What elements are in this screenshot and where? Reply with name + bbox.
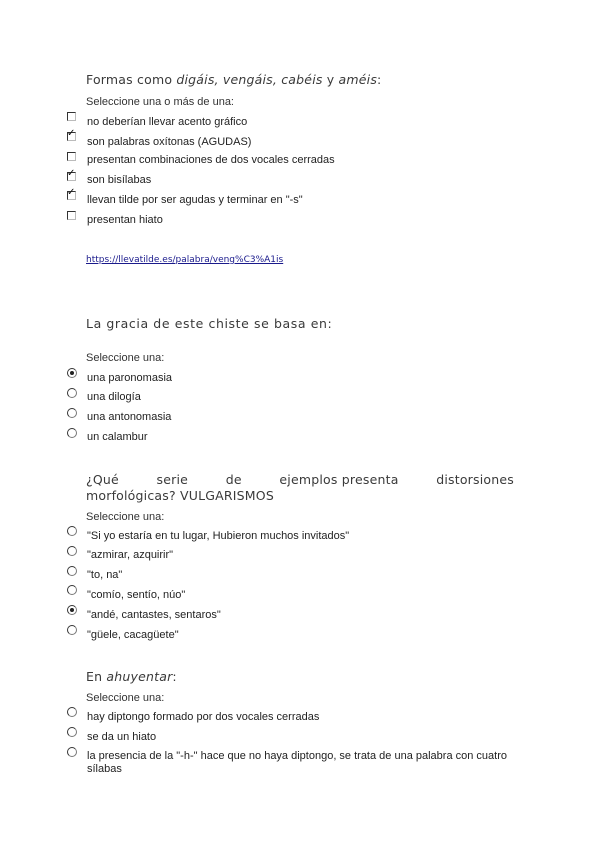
q1-option-4[interactable] <box>0 168 599 190</box>
checkmark-icon: ✓ <box>67 168 76 179</box>
radio-unselected[interactable] <box>67 526 77 536</box>
radio-unselected[interactable] <box>67 625 77 635</box>
q3-option-label: "andé, cantastes, sentaros" <box>87 609 221 621</box>
q4-option-1[interactable] <box>0 707 599 725</box>
q4-option-label-line-1: la presencia de la "-h-" hace que no haya diptongo, se trata de una palabra con cuatro <box>87 750 507 762</box>
q3-option-5[interactable] <box>0 605 599 623</box>
question-4-title: En ahuyentar: <box>86 669 177 684</box>
checkbox-unchecked[interactable] <box>67 152 76 161</box>
question-1-instruction: Seleccione una o más de una: <box>86 96 234 108</box>
title-word: de <box>225 472 242 487</box>
q3-option-1[interactable] <box>0 526 599 544</box>
title-word: serie <box>156 472 189 487</box>
checkbox-unchecked[interactable] <box>67 211 76 220</box>
radio-unselected[interactable] <box>67 585 77 595</box>
q1-option-2[interactable] <box>0 128 599 150</box>
q3-option-2[interactable] <box>0 546 599 564</box>
q1-option-3[interactable] <box>0 152 599 170</box>
checkbox-checked[interactable] <box>67 128 76 141</box>
q2-option-1[interactable] <box>0 368 599 386</box>
q1-option-6[interactable] <box>0 211 599 229</box>
llevatilde-link[interactable]: https://llevatilde.es/palabra/veng%C3%A1is <box>86 255 284 265</box>
question-3-title-line-1 <box>86 472 514 487</box>
q1-option-label: presentan combinaciones de dos vocales cerradas <box>87 154 335 166</box>
q2-option-label: una paronomasia <box>87 372 173 384</box>
question-1-title: Formas como digáis, vengáis, cabéis y améis: <box>86 72 382 87</box>
q1-option-1[interactable] <box>0 112 599 130</box>
checkbox-unchecked[interactable] <box>67 112 76 121</box>
q3-option-label: "to, na" <box>87 569 123 581</box>
q1-option-5[interactable] <box>0 187 599 209</box>
q4-option-label: se da un hiato <box>87 731 157 743</box>
q2-option-2[interactable] <box>0 388 599 406</box>
question-3-title-line-2: morfológicas? VULGARISMOS <box>86 488 274 503</box>
q2-option-4[interactable] <box>0 428 599 446</box>
radio-unselected[interactable] <box>67 747 77 757</box>
radio-unselected[interactable] <box>67 408 77 418</box>
q1-option-label: presentan hiato <box>87 214 163 226</box>
q2-option-label: una dilogía <box>87 391 141 403</box>
q3-option-6[interactable] <box>0 625 599 643</box>
question-2-title: La gracia de este chiste se basa en: <box>86 316 333 331</box>
title-word: distorsiones <box>436 472 514 487</box>
checkbox-checked[interactable] <box>67 187 76 200</box>
q1-option-label: son palabras oxítonas (AGUDAS) <box>87 136 252 148</box>
question-2-instruction: Seleccione una: <box>86 352 165 364</box>
q1-option-label: son bisílabas <box>87 174 152 186</box>
q3-option-label: "güele, cacagüete" <box>87 629 179 641</box>
q3-option-label: "Si yo estaría en tu lugar, Hubieron muchos invitados" <box>87 530 350 542</box>
q2-option-3[interactable] <box>0 408 599 426</box>
checkmark-icon: ✓ <box>67 128 76 139</box>
q2-option-label: una antonomasia <box>87 411 172 423</box>
q3-option-3[interactable] <box>0 566 599 584</box>
q3-option-label: "azmirar, azquirir" <box>87 549 174 561</box>
radio-unselected[interactable] <box>67 707 77 717</box>
radio-dot <box>70 371 74 375</box>
radio-unselected[interactable] <box>67 727 77 737</box>
checkmark-icon: ✓ <box>67 187 76 198</box>
radio-unselected[interactable] <box>67 428 77 438</box>
q4-option-label-line-2: sílabas <box>87 763 122 775</box>
q3-option-4[interactable] <box>0 585 599 603</box>
q4-option-label: hay diptongo formado por dos vocales cerradas <box>87 711 320 723</box>
checkbox-checked[interactable] <box>67 168 76 181</box>
radio-selected[interactable] <box>67 605 77 615</box>
question-3-instruction: Seleccione una: <box>86 511 165 523</box>
question-4-instruction: Seleccione una: <box>86 692 165 704</box>
title-word: ¿Qué <box>86 472 119 487</box>
radio-dot <box>70 608 74 612</box>
q4-option-2[interactable] <box>0 727 599 745</box>
radio-unselected[interactable] <box>67 388 77 398</box>
radio-unselected[interactable] <box>67 566 77 576</box>
q1-option-label: no deberían llevar acento gráfico <box>87 116 248 128</box>
q2-option-label: un calambur <box>87 431 148 443</box>
radio-unselected[interactable] <box>67 546 77 556</box>
radio-selected[interactable] <box>67 368 77 378</box>
q3-option-label: "comío, sentío, núo" <box>87 589 186 601</box>
q1-option-label: llevan tilde por ser agudas y terminar en "-s" <box>87 194 303 206</box>
q4-option-3[interactable] <box>0 747 599 779</box>
title-word: ejemplos presenta <box>279 472 399 487</box>
